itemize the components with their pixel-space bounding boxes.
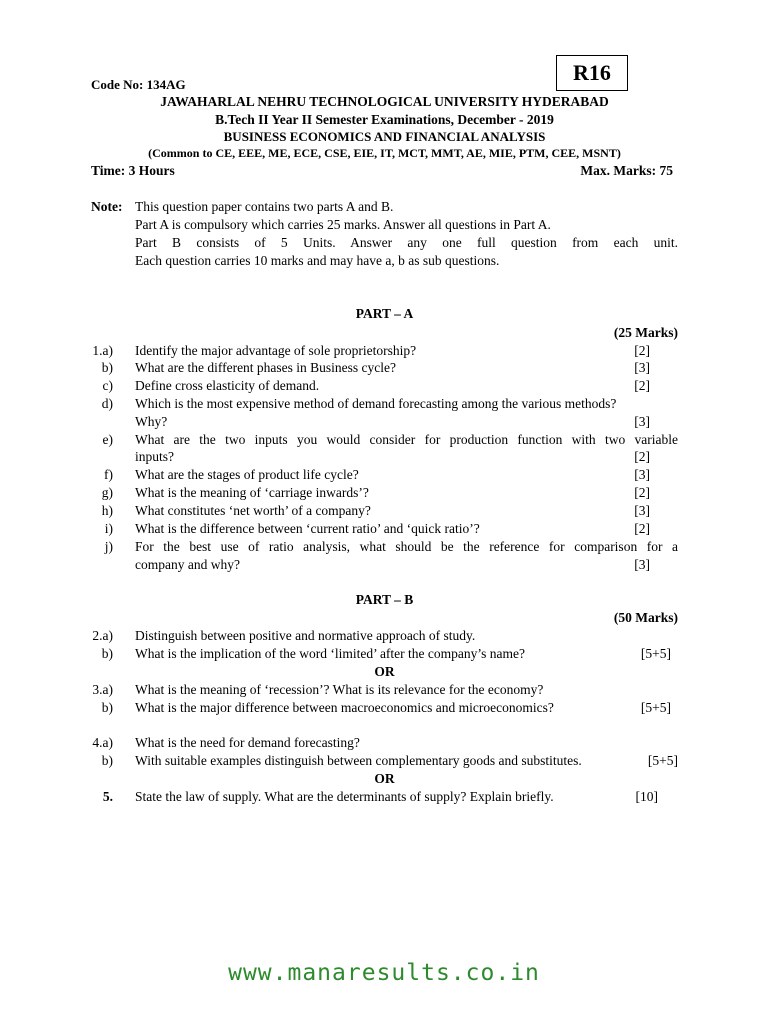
- question-text: Which is the most expensive method of demand forecasting among the various methods?: [135, 396, 617, 411]
- question-text: What is the meaning of ‘recession’? What is its relevance for the economy?: [135, 682, 544, 697]
- question-number: c): [102, 378, 113, 393]
- subject-title: BUSINESS ECONOMICS AND FINANCIAL ANALYSIS: [223, 129, 546, 144]
- question-number: f): [104, 467, 113, 482]
- question-text: inputs?: [135, 449, 174, 464]
- question-marks: [2]: [634, 449, 650, 464]
- note-label: Note:: [91, 199, 123, 214]
- regulation-code-box: R16: [556, 55, 628, 91]
- note-line: Each question carries 10 marks and may have a, b as sub questions.: [135, 253, 500, 268]
- question-text: company and why?: [135, 557, 240, 572]
- question-number: d): [101, 396, 113, 411]
- question-marks: [3]: [634, 360, 650, 375]
- part-a-marks: (25 Marks): [613, 325, 678, 340]
- question-number: j): [104, 539, 113, 554]
- time-marks-row: [91, 163, 673, 179]
- question-text: What are the stages of product life cycle?: [135, 467, 359, 482]
- question-text: For the best use of ratio analysis, what should be the reference for comparison for a: [135, 539, 678, 554]
- question-text: State the law of supply. What are the determinants of supply? Explain briefly.: [135, 789, 554, 804]
- question-number: b): [101, 646, 113, 661]
- common-branches: (Common to CE, EEE, ME, ECE, CSE, EIE, IT, MCT, MMT, AE, MIE, PTM, CEE, MSNT): [148, 146, 621, 160]
- note-line: This question paper contains two parts A and B.: [135, 199, 394, 214]
- note-line: Part B consists of 5 Units. Answer any one full question from each unit.: [135, 235, 678, 250]
- website-footer[interactable]: www.manaresults.co.in: [228, 960, 540, 986]
- question-text: What are the two inputs you would consider for production function with two variable: [135, 432, 678, 447]
- question-number: 2.a): [92, 628, 113, 643]
- part-a-title: PART – A: [355, 306, 414, 321]
- note-line: Part A is compulsory which carries 25 marks. Answer all questions in Part A.: [135, 217, 551, 232]
- question-text: What is the difference between ‘current ratio’ and ‘quick ratio’?: [135, 521, 480, 536]
- question-text: What constitutes ‘net worth’ of a company?: [135, 503, 371, 518]
- question-marks: [2]: [634, 485, 650, 500]
- question-marks: [5+5]: [647, 753, 678, 768]
- question-number: 1.a): [92, 343, 113, 358]
- question-number: b): [101, 753, 113, 768]
- question-marks: [10]: [635, 789, 658, 804]
- question-marks: [3]: [634, 557, 650, 572]
- question-text: What is the implication of the word ‘limited’ after the company’s name?: [135, 646, 525, 661]
- part-b-title: PART – B: [355, 592, 414, 607]
- question-text: What are the different phases in Business cycle?: [135, 360, 397, 375]
- question-marks: [3]: [634, 467, 650, 482]
- exam-duration: Time: 3 Hours: [91, 163, 175, 178]
- paper-code: Code No: 134AG: [91, 77, 186, 92]
- question-number: h): [101, 503, 113, 518]
- question-number: b): [101, 360, 113, 375]
- university-name: JAWAHARLAL NEHRU TECHNOLOGICAL UNIVERSITY HYDERABAD: [160, 94, 609, 109]
- question-number: b): [101, 700, 113, 715]
- question-number: e): [102, 432, 113, 447]
- question-number: 5.: [102, 789, 113, 804]
- max-marks: Max. Marks: 75: [580, 163, 673, 178]
- question-text: Define cross elasticity of demand.: [135, 378, 320, 393]
- question-number: g): [101, 485, 113, 500]
- question-text: What is the meaning of ‘carriage inwards’?: [135, 485, 369, 500]
- question-marks: [2]: [634, 521, 650, 536]
- question-number: 3.a): [92, 682, 113, 697]
- exam-title: B.Tech II Year II Semester Examinations, December - 2019: [215, 112, 554, 127]
- question-marks: [3]: [634, 503, 650, 518]
- question-marks: [5+5]: [640, 646, 671, 661]
- question-text: Distinguish between positive and normative approach of study.: [135, 628, 476, 643]
- question-text: With suitable examples distinguish between complementary goods and substitutes.: [135, 753, 582, 768]
- question-marks: [2]: [634, 343, 650, 358]
- question-text: What is the major difference between macroeconomics and microeconomics?: [135, 700, 554, 715]
- question-text: Why?: [135, 414, 168, 429]
- question-number: 4.a): [92, 735, 113, 750]
- part-b-marks: (50 Marks): [613, 610, 678, 625]
- question-text: Identify the major advantage of sole proprietorship?: [135, 343, 417, 358]
- question-marks: [5+5]: [640, 700, 671, 715]
- question-marks: [3]: [634, 414, 650, 429]
- question-marks: [2]: [634, 378, 650, 393]
- or-separator: OR: [374, 771, 395, 786]
- or-separator: OR: [374, 664, 395, 679]
- question-text: What is the need for demand forecasting?: [135, 735, 360, 750]
- question-number: i): [104, 521, 113, 536]
